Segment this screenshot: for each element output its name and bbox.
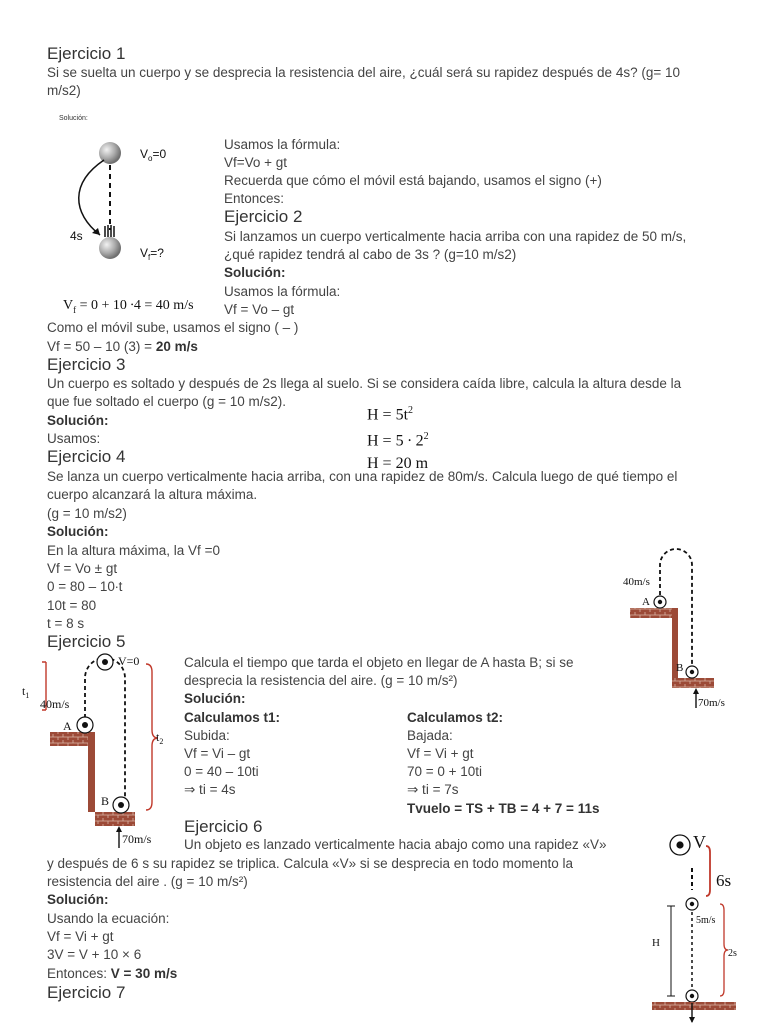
ex5-t1-label: $t_1$ <box>22 684 30 700</box>
ex2-title: Ejercicio 2 <box>224 207 303 226</box>
ex5-t2-label: $t_2$ <box>156 730 164 746</box>
ex6-time-label: 6s <box>716 871 732 890</box>
ex1-bottom-ball <box>99 237 121 259</box>
ex6-ball-bottom-icon <box>686 990 698 1002</box>
ex5-title: Ejercicio 5 <box>47 632 126 651</box>
ex6-question-line2: y después de 6 s su rapidez se triplica. Calcula «V» si se desprecia en todo momento la <box>47 856 574 871</box>
ex2-line2: Vf = Vo – gt <box>224 302 295 317</box>
ex3-formula3: H = 20 m <box>367 454 429 472</box>
ex6-line3: 3V = V + 10 × 6 <box>47 947 142 962</box>
ex5-col2-line1: Bajada: <box>407 728 453 743</box>
ex3-formula1: $H = 5t^2$ <box>367 405 414 424</box>
ex1-title: Ejercicio 1 <box>47 44 126 63</box>
ex2-line4: Vf = 50 – 10 (3) = 20 m/s <box>47 339 198 354</box>
ex2-question-line1: Si lanzamos un cuerpo verticalmente hacia arriba con una rapidez de 50 m/s, <box>224 229 687 244</box>
ex3-title: Ejercicio 3 <box>47 355 126 374</box>
ex4-question-line3: (g = 10 m/s2) <box>47 506 127 521</box>
ex6-throw-down-figure <box>640 828 750 1024</box>
ex4-line5: t = 8 s <box>47 616 85 631</box>
ex5-col2-line4: ⇒ ti = 7s <box>407 782 459 797</box>
ex6-question-line3: resistencia del aire . (g = 10 m/s²) <box>47 874 248 889</box>
ex6-ball-mid-icon <box>686 898 698 910</box>
ex5-col1-line3: 0 = 40 – 10ti <box>184 764 259 779</box>
ex2-question-line2: ¿qué rapidez tendrá al cabo de 3s ? (g=10 m/s2) <box>224 247 517 262</box>
ex6-h-label: H <box>652 937 660 949</box>
ex5-solution-label: Solución: <box>184 691 246 706</box>
ex6-title: Ejercicio 6 <box>184 817 263 836</box>
ex6-line1: Usando la ecuación: <box>47 911 170 926</box>
ex4-bottom-speed-label: 70m/s <box>698 697 725 709</box>
ex4-line3: 0 = 80 – 10∙t <box>47 579 123 594</box>
ex1-solution-small-label: Solución: <box>59 115 88 122</box>
ex2-line3: Como el móvil sube, usamos el signo ( – ) <box>47 320 299 335</box>
ex5-col1-heading: Calculamos t1: <box>184 710 281 725</box>
ex1-time-label: 4s <box>70 229 83 243</box>
ex6-line2: Vf = Vi + gt <box>47 929 114 944</box>
ex3-formula2: $H = 5 \cdot 2^2$ <box>367 431 429 450</box>
ex2-line1: Usamos la fórmula: <box>224 284 341 299</box>
ex7-title: Ejercicio 7 <box>47 983 126 1002</box>
ex5-trajectory-figure <box>18 650 178 850</box>
ex5-ball-a-icon <box>77 717 93 733</box>
ex1-line4: Entonces: <box>224 191 285 206</box>
ex4-solution-label: Solución: <box>47 524 109 539</box>
ex4-title: Ejercicio 4 <box>47 447 126 466</box>
ex1-line2: Vf=Vo + gt <box>224 155 288 170</box>
ex4-point-a-label: A <box>642 596 650 608</box>
ex6-speed-label: 5m/s <box>696 915 716 926</box>
ex5-col1-line2: Vf = Vi – gt <box>184 746 251 761</box>
ex6-v-label: V <box>693 832 706 852</box>
ex2-solution-label: Solución: <box>224 265 286 280</box>
ex1-result-equation: $V_f = 0 + 10 \cdot 4 = 40$ m/s <box>63 298 194 315</box>
ex1-line3: Recuerda que cómo el móvil está bajando, usamos el signo (+) <box>224 173 602 188</box>
ex6-solution-label: Solución: <box>47 892 109 907</box>
ex4-ball-b-icon <box>686 666 698 678</box>
ex3-question-line2: que fue soltado el cuerpo (g = 10 m/s2). <box>47 394 287 409</box>
ex5-col2-heading: Calculamos t2: <box>407 710 504 725</box>
ex5-col2-line5: Tvuelo = TS + TB = 4 + 7 = 11s <box>407 801 600 816</box>
ex3-question-line1: Un cuerpo es soltado y después de 2s llega al suelo. Si se considera caída libre, calcula la altura desde la <box>47 376 682 391</box>
ex4-line1: En la altura máxima, la Vf =0 <box>47 543 220 558</box>
ex4-point-b-label: B <box>676 662 684 674</box>
ex6-ball-top-icon <box>670 835 690 855</box>
ex5-col1-line4: ⇒ ti = 4s <box>184 782 236 797</box>
ex5-ball-b-icon <box>113 797 129 813</box>
ex5-col1-line1: Subida: <box>184 728 230 743</box>
ex4-line4: 10t = 80 <box>47 598 97 613</box>
ex4-launch-figure <box>620 540 740 715</box>
ex3-formulas <box>367 400 429 475</box>
ex6-2s-label: 2s <box>728 948 737 959</box>
ex5-ball-top-icon <box>97 654 113 670</box>
ex6-question-line1: Un objeto es lanzado verticalmente hacia abajo como una rapidez «V» <box>184 837 607 852</box>
ex3-line1: Usamos: <box>47 431 101 446</box>
ex1-v0-label: $V_o=0$ <box>140 147 167 163</box>
ex6-line4: Entonces: V = 30 m/s <box>47 966 178 981</box>
ex5-point-a-label: A <box>63 719 72 733</box>
ex4-line2: Vf = Vo ± gt <box>47 561 118 576</box>
ex4-ball-a-icon <box>654 596 666 608</box>
ex1-vf-label: $V_f=$? <box>140 246 164 262</box>
ex1-line1: Usamos la fórmula: <box>224 137 341 152</box>
ex1-question-line2: m/s2) <box>47 83 81 98</box>
ex1-question-line1: Si se suelta un cuerpo y se desprecia la resistencia del aire, ¿cuál será su rapidez después de 4s? (g= 10 <box>47 65 680 80</box>
ex5-point-b-label: B <box>101 794 110 808</box>
ex1-hand-icon <box>105 225 114 237</box>
ex5-question-line1: Calcula el tiempo que tarda el objeto en llegar de A hasta B; si se <box>184 655 574 670</box>
ex3-solution-label: Solución: <box>47 413 109 428</box>
ex5-question-line2: desprecia la resistencia del aire. (g = 10 m/s²) <box>184 673 458 688</box>
ex1-free-fall-figure <box>60 138 200 268</box>
ex5-bottom-speed-label: 70m/s <box>122 832 152 846</box>
ex4-speed-label: 40m/s <box>623 576 650 588</box>
ex4-question-line2: cuerpo alcanzará la altura máxima. <box>47 487 258 502</box>
ex5-col2-line2: Vf = Vi + gt <box>407 746 474 761</box>
ex4-question-line1: Se lanza un cuerpo verticalmente hacia arriba, con una rapidez de 80m/s. Calcula luego de qué tiempo el <box>47 469 678 484</box>
ex5-top-label: V=0 <box>118 654 140 668</box>
ex5-speed-label: 40m/s <box>40 697 70 711</box>
ex5-col2-line3: 70 = 0 + 10ti <box>407 764 483 779</box>
